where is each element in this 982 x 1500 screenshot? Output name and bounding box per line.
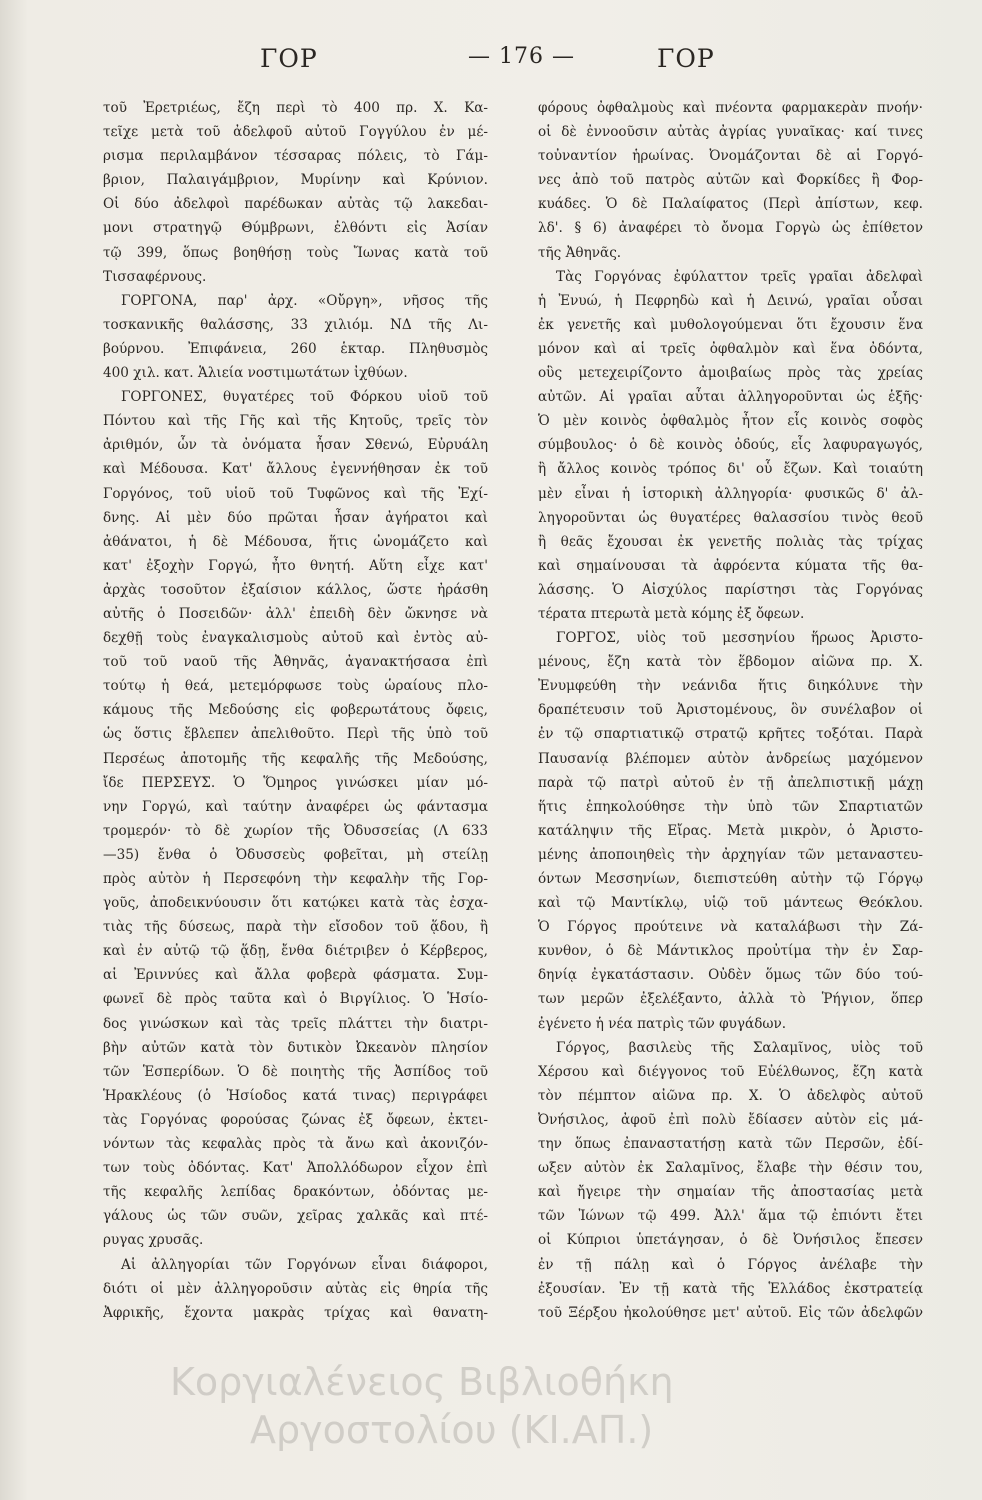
text-line: κατάληψιν τῆς Εἴρας. Μετὰ μικρὸν, ὁ Ἀριστο- [538,822,923,839]
text-line: βὴν αὐτῶν κατὰ τὸν δυτικὸν Ὠκεανὸν πλησίον [103,1039,488,1056]
text-line: τῷ 399, ὅπως βοηθήσῃ τοὺς Ἴωνας κατὰ τοῦ [103,244,488,261]
text-line: δος γινώσκων καὶ τὰς τρεῖς πλάττει τὴν διατρι- [103,1015,488,1032]
text-line: λάσσης. Ὁ Αἰσχύλος παρίστησι τὰς Γοργόνας [538,581,923,598]
text-line: ΓΟΡΓΟΝΑ, παρ' ἀρχ. «Οὔργη», νῆσος τῆς [121,292,488,309]
text-line: νην Γοργώ, καὶ ταύτην ἀναφέρει ὡς φάντασμα [103,798,488,815]
text-line: ἀρχὰς τοσοῦτον ἐξαίσιον κάλλος, ὥστε ἠράσθη [103,581,488,598]
text-line: τρομερόν· τὸ δὲ χωρίον τῆς Ὀδυσσείας (Λ 633 [103,822,488,839]
text-line: Τισσαφέρνους. [103,268,207,285]
text-line: καὶ ἤγειρε τὴν σημαίαν τῆς ἀποστασίας μετὰ [538,1184,923,1201]
right-column [538,96,923,1441]
text-line: τοῦ Ἐρετριέως, ἔζη περὶ τὸ 400 πρ. Χ. Κα- [103,100,488,116]
text-line: Οἱ δύο ἀδελφοὶ παρέδωκαν αὐτὰς τῷ λακεδαι- [103,196,488,213]
text-line: αὐτῶν. Αἱ γραῖαι αὗται ἀλληγοροῦνται ὡς ἑξῆς· [538,389,923,406]
text-line: την ὅπως ἐπαναστατήσῃ κατὰ τῶν Περσῶν, ἐδί- [538,1136,923,1153]
text-line: πρὸς αὐτὸν ἡ Περσεφόνη τὴν κεφαλὴν τῆς Γορ- [103,871,488,887]
text-line: τῆς Ἀθηνᾶς. [538,244,622,261]
text-line: τῶν Ἰώνων τῷ 499. Ἀλλ' ἅμα τῷ ἐπιόντι ἔτει [538,1208,923,1225]
text-line: δεχθῇ τοὺς ἐναγκαλισμοὺς αὐτοῦ καὶ ἐντὸς αὐ- [103,630,488,647]
text-line: οἱ δὲ ἐννοοῦσιν αὐτὰς ἀγρίας γυναῖκας· καί τινες [538,124,923,141]
text-line: καὶ τῷ Μαντίκλῳ, υἱῷ τοῦ μάντεως Θεόκλου. [538,895,923,912]
text-line: —35) ἔνθα ὁ Ὀδυσσεὺς φοβεῖται, μὴ στείλῃ [103,846,488,863]
text-line: βούρνου. Ἐπιφάνεια, 260 ἑκταρ. Πληθυσμὸς [103,340,488,357]
text-line: Πόντου καὶ τῆς Γῆς καὶ τῆς Κητοῦς, τρεῖς τὸν [103,413,488,430]
watermark-line-2: Αργοστολίου (ΚΙ.ΑΠ.) [250,1408,654,1452]
text-line: ἢ ἄλλος κοινὸς τρόπος δι' οὗ ἔζων. Καὶ τοιαύτη [538,461,923,478]
text-line: ληγοροῦνται ὡς θυγατέρες θαλασσίου τινὸς θεοῦ [538,509,923,526]
text-line: μένους, ἔζη κατὰ τὸν ἕβδομον αἰῶνα πρ. Χ. [538,654,923,671]
text-line: παρὰ τῷ πατρὶ αὐτοῦ ἐν τῇ ἀπελπιστικῇ μάχῃ [538,774,923,791]
text-line: τεῖχε μετὰ τοῦ ἀδελφοῦ αὐτοῦ Γογγύλου ἐν μέ- [103,124,488,141]
text-line: ρισμα περιλαμβάνον τέσσαρας πόλεις, τὸ Γάμ- [103,148,488,165]
text-line: μένης ἀποποιηθεὶς τὴν ἀρχηγίαν τῶν μεταναστευ- [538,846,923,863]
text-line: Ἀφρικῆς, ἔχοντα μακρὰς τρίχας καὶ θανατη- [103,1304,488,1321]
text-line: ἐκ γενετῆς καὶ μυθολογούμεναι ὅτι ἔχουσιν ἕνα [538,316,923,333]
text-line: καὶ σημαίνουσαι τὰ ἀφρόεντα κύματα τῆς θα- [538,557,923,574]
text-line: ΓΟΡΓΟΣ, υἱὸς τοῦ μεσσηνίου ἥρωος Ἀριστο- [556,630,923,647]
text-line: τιὰς τῆς δύσεως, παρὰ τὴν εἴσοδον τοῦ ᾅδου, ἢ [103,919,488,936]
text-line: τέρατα πτερωτὰ μετὰ κόμης ἐξ ὄφεων. [538,605,805,622]
text-line: ἀθάνατοι, ἡ δὲ Μέδουσα, ἥτις ὠνομάζετο καὶ [103,533,488,550]
text-line: αὐτῆς ὁ Ποσειδῶν· ἀλλ' ἐπειδὴ δὲν ὤκνησε νὰ [103,605,488,622]
text-line: νόντων τὰς κεφαλὰς πρὸς τὰ ἄνω καὶ ἀκονιζόν- [103,1136,488,1153]
text-line: μόνον καὶ αἱ τρεῖς ὀφθαλμὸν καὶ ἕνα ὀδόντα, [538,340,923,357]
text-line: κατ' ἐξοχὴν Γοργώ, ἦτο θνητή. Αὕτη εἶχε κατ' [103,557,488,574]
text-line: ἐν τῇ πάλῃ καὶ ὁ Γόργος ἀνέλαβε τὴν [538,1256,923,1273]
text-line: τοῦ τοῦ ναοῦ τῆς Ἀθηνᾶς, ἀγανακτήσασα ἐπὶ [103,654,488,671]
text-line: Ἡρακλέους (ὁ Ἡσίοδος κατά τινας) περιγράφει [103,1087,488,1104]
page-number: — 176 — [468,44,575,69]
text-line: οἱ Κύπριοι ὑπετάγησαν, ὁ δὲ Ὀνήσιλος ἔπεσεν [538,1232,923,1249]
text-line: των τοὺς ὀδόντας. Κατ' Ἀπολλόδωρον εἶχον ἐπὶ [103,1160,488,1177]
text-line: ωξεν αὐτὸν ἐκ Σαλαμῖνος, ἔλαβε τὴν θέσιν του, [538,1160,923,1177]
text-line: οὓς μετεχειρίζοντο ἀμοιβαίως πρὸς τὰς χρείας [538,365,923,382]
text-line: δνης. Αἱ μὲν δύο πρῶται ἦσαν ἀγήρατοι καὶ [103,509,488,526]
text-line: όντων Μεσσηνίων, διεπιστεύθη αὐτὴν τῷ Γόργῳ [538,871,923,887]
text-line: κυάδες. Ὁ δὲ Παλαίφατος (Περὶ ἀπίστων, κεφ. [538,196,923,213]
text-line: Ὀνήσιλος, ἀφοῦ ἐπὶ πολὺ ἔδίασεν αὐτὸν εἰς μά- [538,1111,923,1128]
text-line: τούτῳ ἡ θεά, μετεμόρφωσε τοὺς ὡραίους πλο- [103,678,488,695]
text-line: τῶν Ἑσπερίδων. Ὁ δὲ ποιητὴς τῆς Ἀσπίδος τοῦ [103,1063,488,1080]
text-line: Ὁ Γόργος προύτεινε νὰ καταλάβωσι τὴν Ζά- [538,919,923,936]
text-line: λδ'. § 6) ἀναφέρει τὸ ὄνομα Γοργὼ ὡς ἐπίθετον [538,220,923,237]
text-line: 400 χιλ. κατ. Ἁλιεία νοστιμωτάτων ἰχθύων. [103,365,408,382]
text-line: γάλους ὡς τῶν συῶν, χεῖρας χαλκᾶς καὶ πτέ- [103,1208,488,1225]
text-line: φωνεῖ δὲ πρὸς ταῦτα καὶ ὁ Βιργίλιος. Ὁ Ἡσίο- [103,991,488,1008]
left-column [103,96,488,1441]
text-line: ἐξουσίαν. Ἐν τῇ κατὰ τῆς Ἑλλάδος ἐκστρατείᾳ [538,1280,923,1297]
text-line: αἱ Ἐριννύες καὶ ἄλλα φοβερὰ φάσματα. Συμ- [103,967,488,984]
header-left-keyword: ΓΟΡ [260,44,318,73]
text-line: τὸν πέμπτον αἰῶνα πρ. Χ. Ὁ ἀδελφὸς αὐτοῦ [538,1087,923,1104]
text-line: Ἐνυμφεύθη τὴν νεάνιδα ἥτις διηκόλυνε τὴν [538,678,923,695]
text-line: τοσκανικῆς θαλάσσης, 33 χιλιόμ. ΝΔ τῆς Λι- [103,316,488,333]
text-line: ΓΟΡΓΟΝΕΣ, θυγατέρες τοῦ Φόρκου υἱοῦ τοῦ [121,389,488,406]
text-line: Ὁ μὲν κοινὸς ὀφθαλμὸς ἦτον εἷς κοινὸς σοφὸς [538,413,923,430]
text-line: ἐν τῷ σπαρτιατικῷ στρατῷ κρῆτες τοξόται. Παρὰ [538,726,923,743]
text-line: διότι οἱ μὲν ἀλληγοροῦσιν αὐτὰς εἰς θηρία τῆς [103,1280,488,1297]
text-line: δραπέτευσιν τοῦ Ἀριστομένους, ὃν συνέλαβον οἱ [538,702,923,719]
text-line: ἐγένετο ἡ νέα πατρὶς τῶν φυγάδων. [538,1015,787,1032]
text-line: Γοργόνος, τοῦ υἱοῦ τοῦ Τυφῶνος καὶ τῆς Ἐχί- [103,485,488,502]
text-line: σύμβουλος· ὁ δὲ κοινὸς ὀδούς, εἷς λαφυραγωγός, [538,437,923,454]
text-line: νες ἀπὸ τοῦ πατρὸς αὐτῶν καὶ Φορκίδες ἢ Φορ- [538,172,923,189]
text-line: ἀριθμόν, ὧν τὰ ὀνόματα ἦσαν Σθενώ, Εὐρυάλη [103,437,488,454]
text-line: καὶ ἐν αὐτῷ τῷ ᾅδῃ, ἔνθα διέτριβεν ὁ Κέρβερος, [103,943,488,960]
text-line: ἥτις ἐπηκολούθησε τὴν ὑπὸ τῶν Σπαρτιατῶν [538,798,923,815]
text-line: ρυγας χρυσᾶς. [103,1232,204,1249]
text-line: τῆς κεφαλῆς λεπίδας δρακόντων, ὀδόντας με- [103,1184,488,1201]
text-line: ἡ Ἐνυώ, ἡ Πεφρηδὼ καὶ ἡ Δεινώ, γραῖαι οὖσαι [538,292,923,309]
text-line: Περσέως ἀποτομῆς τῆς κεφαλῆς τῆς Μεδούσης, [103,750,488,767]
text-line: κυνθον, ὁ δὲ Μάντικλος προὐτίμα τὴν ἐν Σαρ- [538,943,923,960]
text-line: κάμους τῆς Μεδούσης εἰς φοβερωτάτους ὄφεις, [103,702,488,719]
text-line: τὰς Γοργόνας φορούσας ζώνας ἐξ ὄφεων, ἐκτει- [103,1111,488,1128]
text-line: καὶ Μέδουσα. Κατ' ἄλλους ἐγεννήθησαν ἐκ τοῦ [103,461,488,478]
text-line: Γόργος, βασιλεὺς τῆς Σαλαμῖνος, υἱὸς τοῦ [556,1039,923,1056]
text-line: Χέρσου καὶ διέγγονος τοῦ Εὐέλθωνος, ἔζη κατὰ [538,1063,923,1080]
text-line: Αἱ ἀλληγορίαι τῶν Γοργόνων εἶναι διάφοροι, [121,1256,488,1273]
text-line: Παυσανίᾳ βλέπομεν αὐτὸν ἀνδρείως μαχόμενον [538,750,923,767]
page-header [0,44,982,94]
text-line: ἴδε ΠΕΡΣΕΥΣ. Ὁ Ὅμηρος γινώσκει μίαν μό- [103,774,488,791]
watermark-line-1: Κοργιαλένειος Βιβλιοθήκη [170,1360,674,1404]
text-line: των μερῶν ἐξελέξαντο, ἀλλὰ τὸ Ῥήγιον, ὅπερ [538,991,923,1008]
text-line: Τὰς Γοργόνας ἐφύλαττον τρεῖς γραῖαι ἀδελφαὶ [556,268,923,285]
text-line: φόρους ὀφθαλμοὺς καὶ πνέοντα φαρμακερὰν πνοήν· [538,100,923,116]
text-line: μὲν εἶναι ἡ ἱστορικὴ ἀλληγορία· φυσικῶς δ' ἀλ- [538,485,923,502]
text-line: γοῦς, ἀποδεικνύουσιν ὅτι κατῴκει κατὰ τὰς ἐσχα- [103,895,488,912]
text-line: βριον, Παλαιγάμβριον, Μυρίνην καὶ Κρύνιον. [103,172,488,189]
text-line: μονι στρατηγῷ Θύμβρωνι, ἐλθόντι εἰς Ἀσίαν [103,220,488,237]
text-line: ὡς ὅστις ἔβλεπεν ἀπελιθοῦτο. Περὶ τῆς ὑπὸ τοῦ [103,726,488,743]
text-line: ἢ θεᾶς ἔχουσαι ἐκ γενετῆς πολιὰς τὰς τρίχας [538,533,923,550]
header-right-keyword: ΓΟΡ [657,44,715,73]
text-line: δηνίᾳ ἐγκατάστασιν. Οὐδὲν ὅμως τῶν δύο τού- [538,967,923,984]
text-line: τοὐναντίον ἡρωίνας. Ὀνομάζονται δὲ αἱ Γοργό- [538,148,923,165]
text-line: τοῦ Ξέρξου ἠκολούθησε μετ' αὐτοῦ. Εἰς τῶν ἀδελφῶν [538,1304,923,1321]
